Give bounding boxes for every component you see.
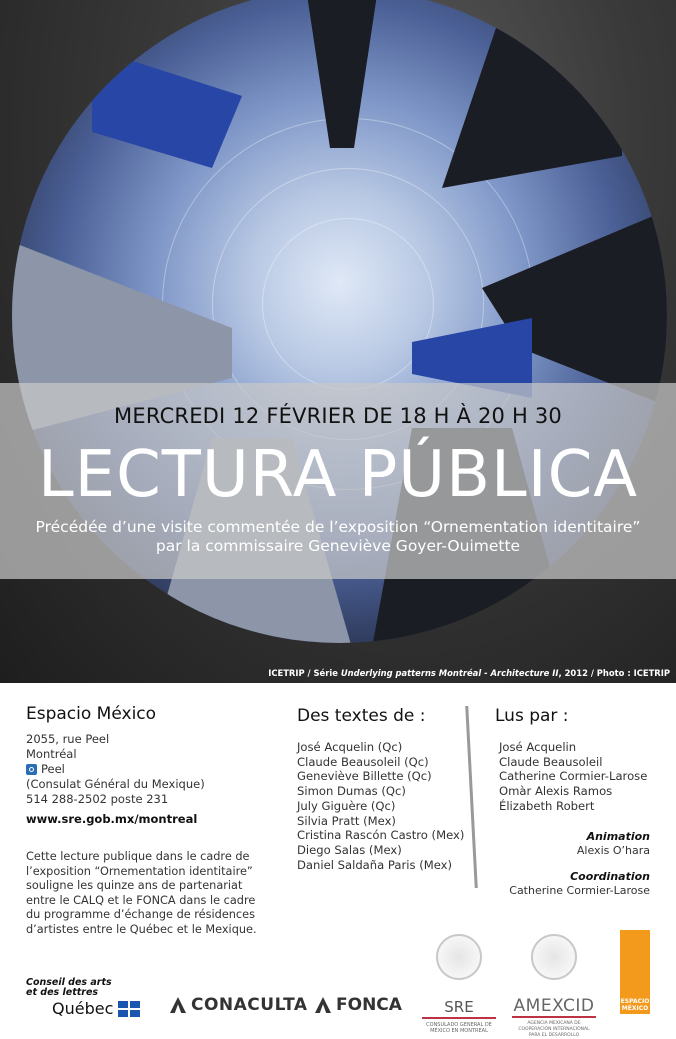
amexcid-sublabel: AGENCIA MEXICANA DE COOPERACIÓN INTERNACIONAL PARA EL DESARROLLO [518,1021,590,1038]
quebec-wordmark [52,1001,140,1017]
conaculta-logo [170,995,308,1015]
authors-heading: Des textes de : [297,706,426,726]
amexcid-logo [512,934,596,1039]
event-subtitle [0,518,676,556]
animation-credit [495,830,650,858]
venue-block [26,704,266,826]
subtitle-line: Précédée d’une visite commentée de l’exposition “Ornementation identitaire” [35,518,641,536]
reader-item: José Acquelin [499,740,577,754]
espacio-mexico-logo [620,930,650,1014]
authors-block [297,706,467,872]
calq-line: Conseil des arts [26,977,112,988]
animation-name: Alexis O’hara [576,843,650,857]
amexcid-label: AMEXCID [513,996,595,1016]
sre-sublabel: CONSULADO GENERAL DE MÉXICO EN MONTREAL [426,1022,492,1034]
conaculta-arrow-icon [170,997,186,1013]
calq-logo [26,978,140,1017]
reader-item: Claude Beausoleil [499,754,603,769]
author-item: Silvia Pratt (Mex) [297,813,396,828]
website-link[interactable]: www.sre.gob.mx/montreal [26,812,198,826]
metro-station: Peel [41,762,65,776]
column-divider [465,706,478,888]
event-title: LECTURA PÚBLICA [37,438,639,512]
photo-credit: ICETRIP / Série Underlying patterns Montréal - Architecture II, 2012 / Photo : ICETRIP [268,668,670,678]
readers-list [499,740,655,814]
sre-label: SRE [422,998,496,1019]
reader-item: Catherine Cormier-Larose [499,769,648,784]
address-line: Montréal [26,747,77,761]
author-item: José Acquelin (Qc) [297,740,403,754]
author-item: Cristina Rascón Castro (Mex) [297,828,465,843]
coordination-credit [495,870,650,898]
venue-name: Espacio México [26,704,157,724]
author-item: Simon Dumas (Qc) [297,784,406,799]
quebec-flag-icon [118,1001,140,1017]
calq-line: et des lettres [26,987,99,998]
author-item: Geneviève Billette (Qc) [297,769,432,784]
fonca-arrow-icon [315,997,331,1013]
animation-label: Animation [586,829,650,843]
coordination-label: Coordination [570,869,650,883]
coordination-name: Catherine Cormier-Larose [509,883,650,897]
fonca-logo [315,995,402,1015]
sre-logo [422,934,496,1034]
consulate-line: (Consulat Général du Mexique) [26,777,205,791]
quebec-label: Québec [52,999,114,1018]
author-item: Claude Beausoleil (Qc) [297,754,429,769]
phone-line: 514 288-2502 poste 231 [26,792,169,806]
address-line: 2055, rue Peel [26,732,110,746]
reader-item: Omàr Alexis Ramos [499,784,613,799]
venue-address [26,732,266,807]
mexico-seal-icon [531,934,577,980]
espacio-label: ESPACIO MÉXICO [620,998,650,1012]
fonca-label: FONCA [336,995,402,1015]
mexico-seal-icon [436,934,482,980]
authors-list [297,740,467,872]
author-item: Diego Salas (Mex) [297,842,402,857]
readers-heading: Lus par : [495,706,569,726]
conaculta-label: CONACULTA [191,995,308,1015]
event-date: MERCREDI 12 FÉVRIER DE 18 H À 20 H 30 [114,404,562,428]
metro-line [26,762,266,777]
metro-icon [26,764,37,775]
tower-left-blue [92,48,242,168]
readers-block [495,706,655,898]
author-item: Daniel Saldaña Paris (Mex) [297,857,453,872]
author-item: July Giguère (Qc) [297,798,396,813]
reader-item: Élizabeth Robert [499,798,595,813]
sponsor-logos [0,930,676,1038]
program-note: Cette lecture publique dans le cadre de l’exposition “Ornementation identitaire” souligne les quinze ans de partenariat entre le CALQ et le FONCA dans le cadre du programme d’échange de résidences d’artistes entre le Québec et le Mexique. [26,850,257,936]
subtitle-line: par la commissaire Geneviève Goyer-Ouimette [155,537,521,555]
